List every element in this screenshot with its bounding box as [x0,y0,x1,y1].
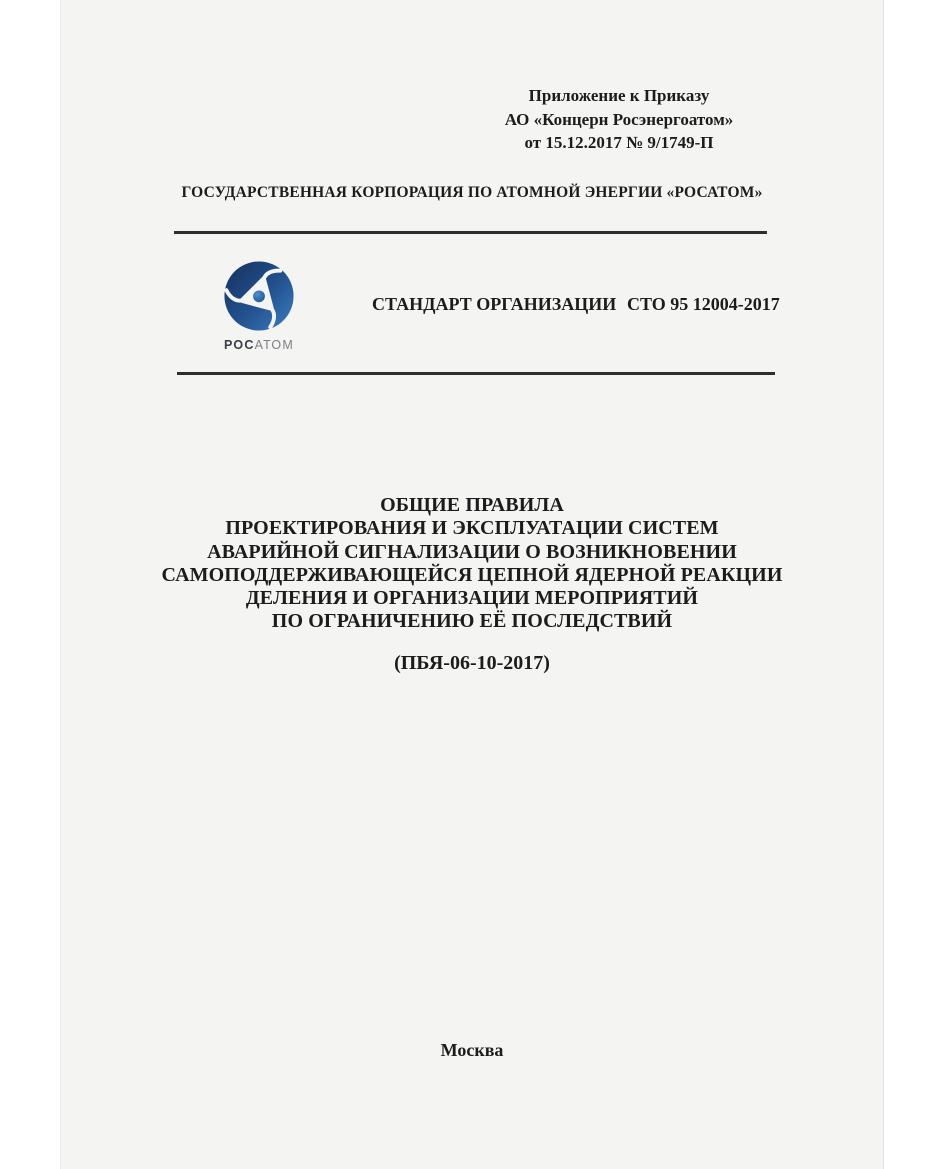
document-title-line: ПРОЕКТИРОВАНИЯ И ЭКСПЛУАТАЦИИ СИСТЕМ [225,517,719,540]
rosatom-wordmark-bold: РОС [224,338,255,352]
order-reference-line: от 15.12.2017 № 9/1749-П [524,133,714,152]
rosatom-wordmark [218,338,300,352]
document-title-line: ОБЩИЕ ПРАВИЛА [380,494,564,516]
rosatom-logo-icon [223,260,295,332]
document-title-line: САМОПОДДЕРЖИВАЮЩЕЙСЯ ЦЕПНОЙ ЯДЕРНОЙ РЕАКЦИИ [161,563,783,586]
document-title-line: АВАРИЙНОЙ СИГНАЛИЗАЦИИ О ВОЗНИКНОВЕНИИ [207,540,737,563]
divider-rule-bottom [177,372,775,375]
order-reference-line: АО «Концерн Росэнергоатом» [504,109,734,129]
document-type-label: СТАНДАРТ ОРГАНИЗАЦИИ [372,294,617,314]
paper-sheet [60,0,884,1169]
document-title-line: ПО ОГРАНИЧЕНИЮ ЕЁ ПОСЛЕДСТВИЙ [271,610,673,633]
organization-name: ГОСУДАРСТВЕННАЯ КОРПОРАЦИЯ ПО АТОМНОЙ ЭНЕРГИИ «РОСАТОМ» [181,184,763,201]
publication-city: Москва [440,1040,504,1060]
document-title-line: ДЕЛЕНИЯ И ОРГАНИЗАЦИИ МЕРОПРИЯТИЙ [245,587,699,610]
rosatom-wordmark-regular: АТОМ [254,338,294,352]
order-reference-block [499,84,739,155]
document-code: (ПБЯ-06-10-2017) [394,652,550,674]
document-title [61,494,883,634]
divider-rule-top [174,231,767,234]
document-number: СТО 95 12004-2017 [627,294,780,314]
rosatom-logo [218,260,300,352]
order-reference-line: Приложение к Приказу [528,86,710,105]
